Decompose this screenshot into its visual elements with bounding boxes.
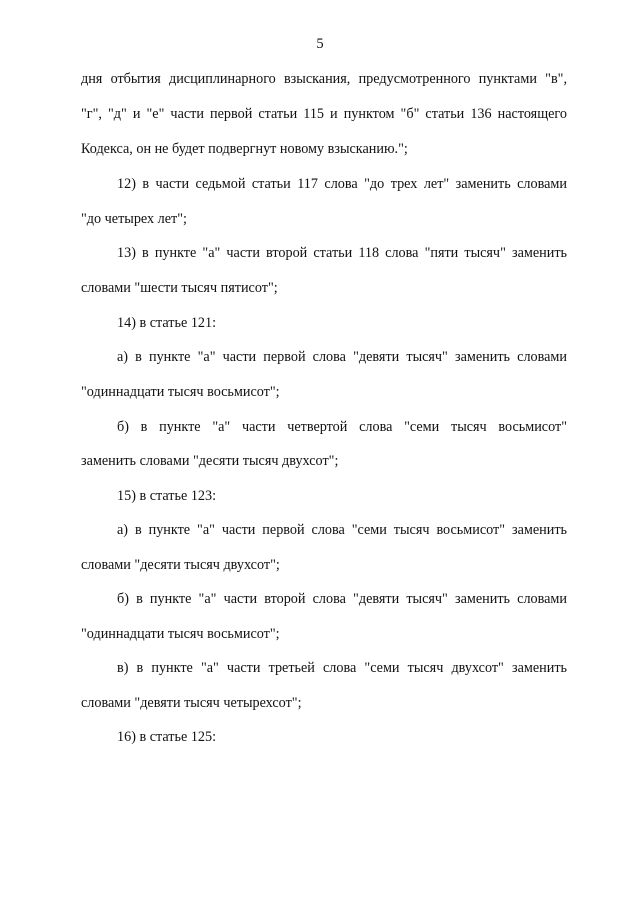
text-line: 15) в статье 123: bbox=[117, 488, 217, 504]
text-line: 12) в части седьмой статьи 117 слова "до трех лет" заменить словами bbox=[117, 176, 567, 192]
text-line: 14) в статье 121: bbox=[117, 315, 217, 331]
text-line: Кодекса, он не будет подвергнут новому взысканию."; bbox=[81, 141, 408, 157]
text-line: б) в пункте "а" части второй слова "девяти тысяч" заменить словами bbox=[117, 591, 567, 607]
text-line: "г", "д" и "е" части первой статьи 115 и пунктом "б" статьи 136 настоящего bbox=[81, 106, 567, 122]
text-line: дня отбытия дисциплинарного взыскания, предусмотренного пунктами "в", bbox=[81, 71, 567, 87]
text-line: "одиннадцати тысяч восьмисот"; bbox=[81, 626, 280, 642]
text-line: б) в пункте "а" части четвертой слова "семи тысяч восьмисот" bbox=[117, 419, 567, 435]
text-line: словами "десяти тысяч двухсот"; bbox=[81, 557, 280, 573]
text-line: "одиннадцати тысяч восьмисот"; bbox=[81, 384, 280, 400]
text-line: а) в пункте "а" части первой слова "девяти тысяч" заменить словами bbox=[117, 349, 567, 365]
text-line: заменить словами "десяти тысяч двухсот"; bbox=[81, 453, 339, 469]
text-line: а) в пункте "а" части первой слова "семи тысяч восьмисот" заменить bbox=[117, 522, 567, 538]
text-line: 16) в статье 125: bbox=[117, 729, 217, 745]
text-line: словами "шести тысяч пятисот"; bbox=[81, 280, 278, 296]
text-line: в) в пункте "а" части третьей слова "семи тысяч двухсот" заменить bbox=[117, 660, 567, 676]
text-line: "до четырех лет"; bbox=[81, 211, 187, 227]
text-line: словами "девяти тысяч четырехсот"; bbox=[81, 695, 302, 711]
page-number: 5 bbox=[316, 36, 324, 52]
text-line: 13) в пункте "а" части второй статьи 118 слова "пяти тысяч" заменить bbox=[117, 245, 567, 261]
